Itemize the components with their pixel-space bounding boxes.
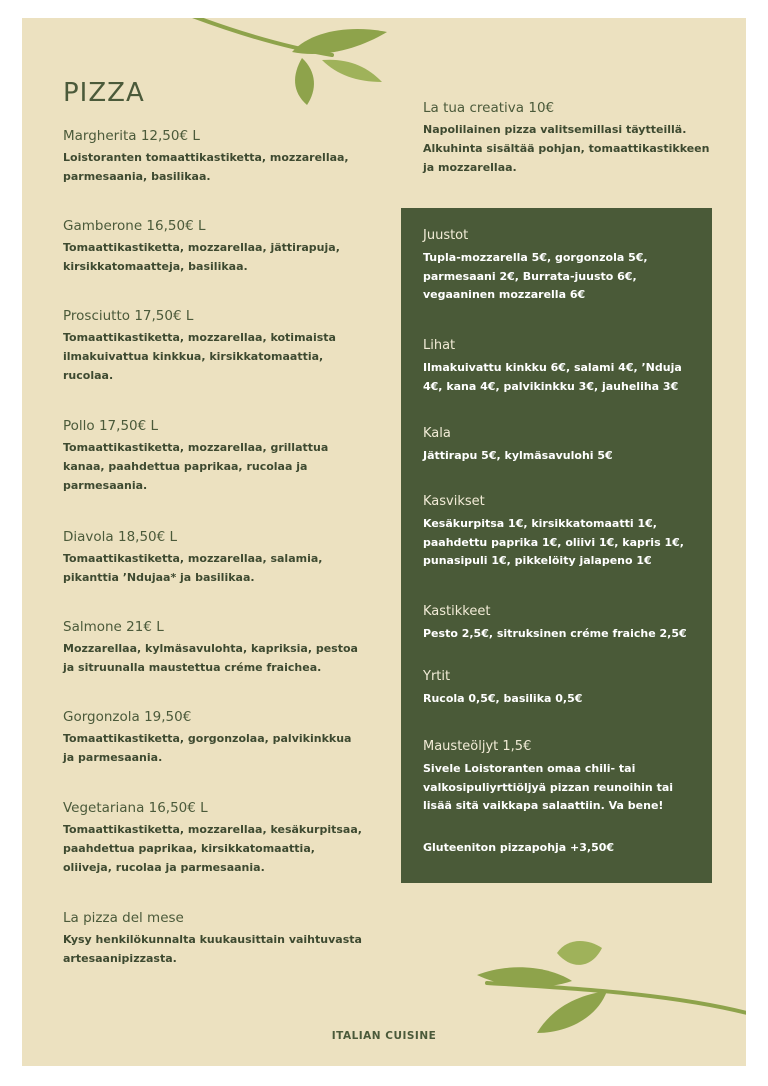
toppings-panel	[401, 208, 712, 883]
creativa-description: Napolilainen pizza valitsemillasi täytteillä. Alkuhinta sisältää pohjan, tomaattikastikkeen ja mozzarellaa.	[423, 123, 710, 174]
topping-group-items: Rucola 0,5€, basilika 0,5€	[423, 691, 583, 705]
topping-group-title: Yrtit	[423, 669, 451, 684]
item-name: Gorgonzola 19,50€	[63, 709, 192, 725]
list-item	[63, 910, 363, 969]
topping-group-items: Jättirapu 5€, kylmäsavulohi 5€	[423, 448, 613, 462]
topping-group-items: Sivele Loistoranten omaa chili- tai valkosipuliyrttiöljyä pizzan reunoihin tai lisää sitä vaikkapa salaattiin. Va bene!	[423, 761, 674, 813]
gluten-free-note: Gluteeniton pizzapohja +3,50€	[423, 841, 615, 854]
pizza-list	[63, 128, 363, 969]
topping-group-items: Pesto 2,5€, sitruksinen créme fraiche 2,5€	[423, 626, 687, 640]
creativa-name: La tua creativa 10€	[423, 100, 555, 116]
list-item	[63, 800, 363, 910]
item-name: Vegetariana 16,50€ L	[63, 800, 208, 816]
topping-group	[423, 228, 693, 338]
item-description: Tomaattikastiketta, mozzarellaa, grillattua kanaa, paahdettua paprikaa, rucolaa ja parmesaania.	[63, 441, 329, 492]
item-description: Tomaattikastiketta, mozzarellaa, salamia, pikanttia ’Ndujaa* ja basilikaa.	[63, 552, 323, 585]
item-name: Pollo 17,50€ L	[63, 418, 159, 434]
topping-group	[423, 739, 693, 839]
topping-group-items: Kesäkurpitsa 1€, kirsikkatomaatti 1€, paahdettu paprika 1€, oliivi 1€, kapris 1€, punasipuli 1€, pikkelöity jalapeno 1€	[423, 516, 684, 568]
list-item	[63, 308, 363, 418]
topping-group-title: Lihat	[423, 338, 456, 353]
topping-group	[423, 604, 693, 669]
topping-group	[423, 338, 693, 426]
item-description: Tomaattikastiketta, mozzarellaa, kesäkurpitsaa, paahdettua paprikaa, kirsikkatomaattia, oliiveja, rucolaa ja parmesaania.	[63, 823, 362, 874]
item-name: Gamberone 16,50€ L	[63, 218, 206, 234]
topping-group-title: Mausteöljyt 1,5€	[423, 739, 532, 754]
item-name: Diavola 18,50€ L	[63, 529, 178, 545]
topping-group-title: Juustot	[423, 228, 469, 243]
item-description: Tomaattikastiketta, mozzarellaa, jättirapuja, kirsikkatomaatteja, basilikaa.	[63, 241, 340, 274]
list-item	[63, 418, 363, 529]
item-name: Prosciutto 17,50€ L	[63, 308, 194, 324]
topping-group	[423, 669, 693, 739]
creativa-section	[423, 100, 723, 178]
list-item	[63, 529, 363, 619]
topping-group-title: Kasvikset	[423, 494, 485, 509]
menu-page	[22, 18, 746, 1066]
item-name: Margherita 12,50€ L	[63, 128, 200, 144]
item-description: Kysy henkilökunnalta kuukausittain vaihtuvasta artesaanipizzasta.	[63, 933, 362, 966]
footer-text: ITALIAN CUISINE	[331, 1030, 437, 1042]
topping-group-items: Ilmakuivattu kinkku 6€, salami 4€, ’Nduja 4€, kana 4€, palvikinkku 3€, jauheliha 3€	[423, 360, 682, 393]
topping-group	[423, 494, 693, 604]
list-item	[63, 619, 363, 709]
item-description: Tomaattikastiketta, gorgonzolaa, palvikinkkua ja parmesaania.	[63, 732, 352, 765]
olive-branch-top-icon	[142, 18, 402, 120]
topping-group-title: Kala	[423, 426, 451, 441]
item-description: Tomaattikastiketta, mozzarellaa, kotimaista ilmakuivattua kinkkua, kirsikkatomaattia, rucolaa.	[63, 331, 336, 382]
list-item	[63, 218, 363, 308]
topping-group	[423, 426, 693, 494]
topping-group-title: Kastikkeet	[423, 604, 491, 619]
item-description: Mozzarellaa, kylmäsavulohta, kapriksia, pestoa ja sitruunalla maustettua créme fraichea.	[63, 642, 358, 675]
topping-group-items: Tupla-mozzarella 5€, gorgonzola 5€, parmesaani 2€, Burrata-juusto 6€, vegaaninen mozzarella 6€	[423, 250, 648, 302]
list-item	[63, 128, 363, 218]
item-name: La pizza del mese	[63, 910, 184, 926]
list-item	[63, 709, 363, 800]
page-title: PIZZA	[63, 78, 145, 108]
item-description: Loistoranten tomaattikastiketta, mozzarellaa, parmesaania, basilikaa.	[63, 151, 349, 184]
item-name: Salmone 21€ L	[63, 619, 164, 635]
